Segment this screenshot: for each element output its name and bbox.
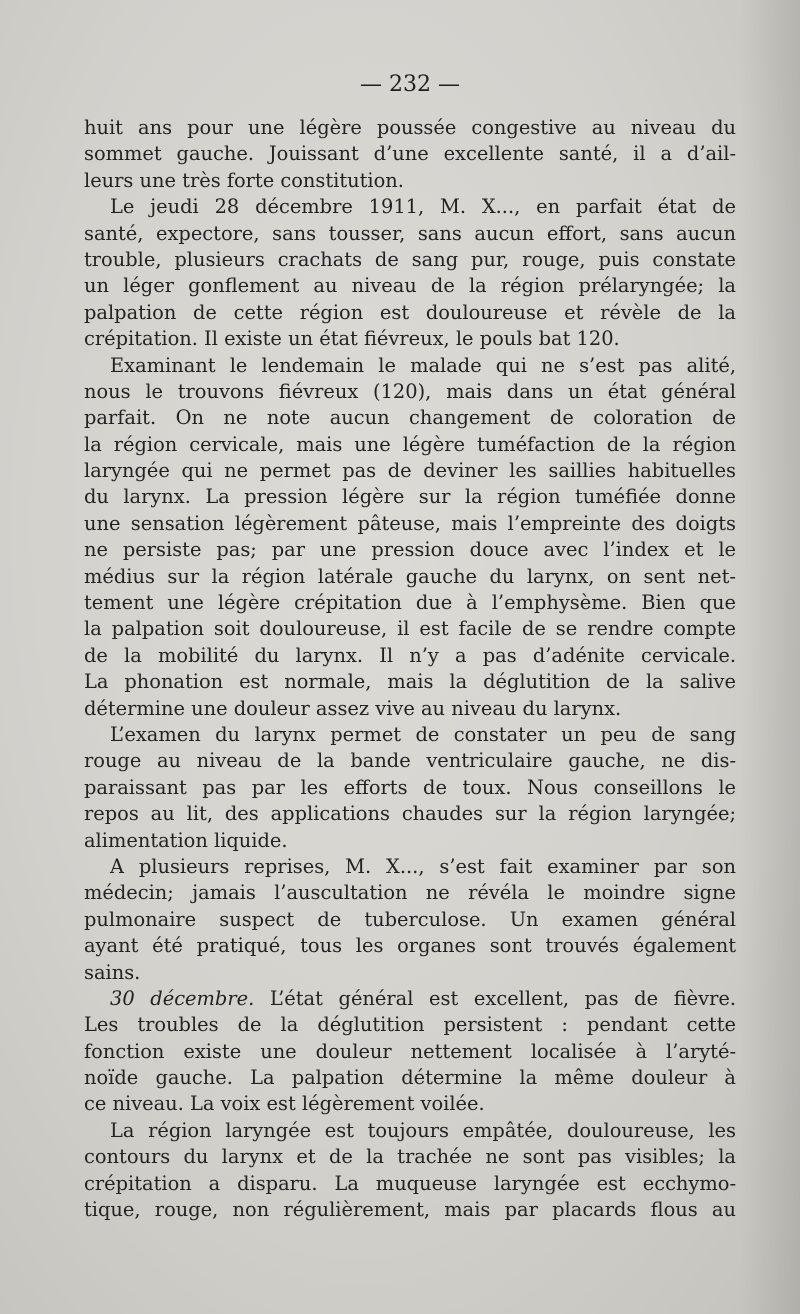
text-line: noïde gauche. La palpation détermine la même douleur à — [84, 1066, 736, 1090]
text-line: laryngée qui ne permet pas de deviner les saillies habituelles — [84, 459, 736, 483]
text-line: nous le trouvons fiévreux (120), mais dans un état général — [84, 379, 736, 403]
text-line: tique, rouge, non régulièrement, mais par placards flous au — [84, 1198, 736, 1222]
text-line: la palpation soit douloureuse, il est facile de se rendre compte — [84, 617, 736, 641]
body-text — [84, 115, 736, 1223]
text-line: repos au lit, des applications chaudes sur la région laryngée; — [84, 802, 736, 826]
text-line: médius sur la région latérale gauche du larynx, on sent net- — [84, 564, 736, 588]
text-line: L’examen du larynx permet de constater un peu de sang — [110, 722, 736, 746]
text-line-rest: L’état général est excellent, pas de fièvre. — [269, 986, 736, 1010]
text-line: crépitation a disparu. La muqueuse laryngée est ecchymo- — [84, 1171, 736, 1195]
text-line: crépitation. Il existe un état fiévreux, le pouls bat 120. — [84, 327, 620, 351]
text-line: médecin; jamais l’auscultation ne révéla le moindre signe — [84, 881, 736, 905]
text-line — [84, 986, 736, 1012]
text-line: santé, expectore, sans tousser, sans aucun effort, sans aucun — [84, 221, 736, 245]
text-line: ne persiste pas; par une pression douce avec l’index et le — [84, 538, 736, 562]
text-line: détermine une douleur assez vive au niveau du larynx. — [84, 696, 622, 720]
text-line: la région cervicale, mais une légère tuméfaction de la région — [84, 432, 736, 456]
text-line: palpation de cette région est douloureuse et révèle de la — [84, 300, 736, 324]
text-line: A plusieurs reprises, M. X..., s’est fait examiner par son — [110, 854, 736, 878]
date-italic: 30 décembre. — [110, 986, 255, 1010]
text-line: contours du larynx et de la trachée ne sont pas visibles; la — [84, 1145, 736, 1169]
text-line: tement une légère crépitation due à l’emphysème. Bien que — [84, 591, 736, 615]
text-line: pulmonaire suspect de tuberculose. Un examen général — [84, 907, 736, 931]
text-line: trouble, plusieurs crachats de sang pur, rouge, puis constate — [84, 247, 736, 271]
text-line: leurs une très forte constitution. — [84, 168, 404, 192]
text-line: La région laryngée est toujours empâtée, douloureuse, les — [110, 1118, 736, 1142]
text-line: fonction existe une douleur nettement localisée à l’aryté- — [84, 1039, 736, 1063]
page-number: — 232 — — [360, 72, 460, 97]
text-line: sains. — [84, 960, 141, 984]
text-line: ce niveau. La voix est légèrement voilée. — [84, 1092, 485, 1116]
text-line: La phonation est normale, mais la déglutition de la salive — [84, 670, 736, 694]
text-line: paraissant pas par les efforts de toux. Nous conseillons le — [84, 775, 736, 799]
text-line: Les troubles de la déglutition persistent : pendant cette — [84, 1013, 736, 1037]
text-line: Examinant le lendemain le malade qui ne s’est pas alité, — [110, 353, 736, 377]
text-line: sommet gauche. Jouissant d’une excellente santé, il a d’ail- — [84, 142, 736, 166]
text-line: Le jeudi 28 décembre 1911, M. X..., en parfait état de — [110, 195, 736, 219]
text-line: ayant été pratiqué, tous les organes sont trouvés également — [84, 934, 736, 958]
text-line: rouge au niveau de la bande ventriculaire gauche, ne dis- — [84, 749, 736, 773]
text-line: parfait. On ne note aucun changement de coloration de — [84, 406, 736, 430]
text-line: de la mobilité du larynx. Il n’y a pas d’adénite cervicale. — [84, 643, 736, 667]
text-line: alimentation liquide. — [84, 828, 288, 852]
text-line: du larynx. La pression légère sur la région tuméfiée donne — [84, 485, 736, 509]
text-line: un léger gonflement au niveau de la région prélaryngée; la — [84, 274, 736, 298]
text-line: huit ans pour une légère poussée congestive au niveau du — [84, 116, 736, 139]
text-line: une sensation légèrement pâteuse, mais l’empreinte des doigts — [84, 511, 736, 535]
